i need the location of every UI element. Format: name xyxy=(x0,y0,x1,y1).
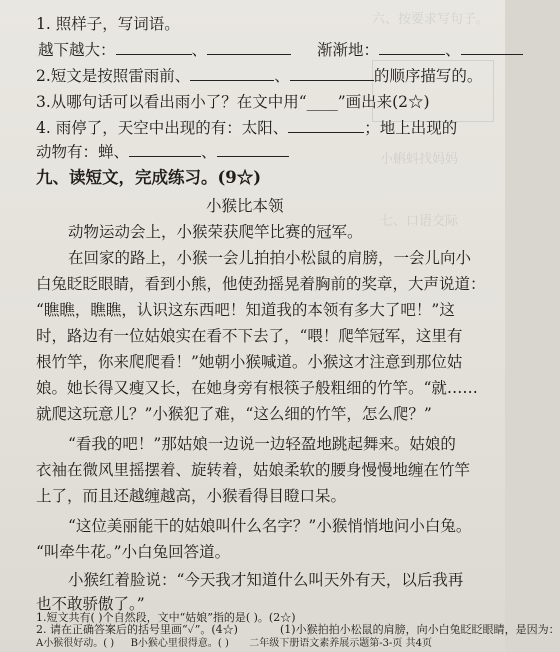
option-b[interactable]: B小猴心里很得意。( ) xyxy=(130,638,229,649)
section-9-sub-question-1: (1)小猴拍拍小松鼠的肩膀，向小白兔眨眨眼睛，是因为： xyxy=(280,623,560,636)
story-line: 也不敢骄傲了。” xyxy=(36,595,145,613)
answer-blank[interactable] xyxy=(461,40,523,55)
question-2: 2.短文是按照雷雨前、 、 的顺序描写的。 xyxy=(36,67,483,85)
story-paragraph: 在回家的路上，小猴一会儿拍拍小松鼠的肩膀，一会儿向小 xyxy=(68,249,472,267)
section-9-heading: 九、读短文，完成练习。(9☆) xyxy=(36,168,262,187)
section-9-question-1: 1.短文共有( )个自然段，文中“姑娘”指的是( )。(2☆) xyxy=(36,611,296,624)
story-line: 衣袖在微风里摇摆着、旋转着，姑娘柔软的腰身慢慢地缠在竹竿 xyxy=(36,461,471,479)
answer-blank[interactable] xyxy=(190,66,274,81)
answer-blank[interactable] xyxy=(129,142,201,157)
story-line: “瞧瞧，瞧瞧，认识这东西吧！知道我的本领有多大了吧！”这 xyxy=(36,301,455,319)
bleed-through-text: 六、按要求写句子。 xyxy=(372,12,490,27)
option-a[interactable]: A小猴很好动。( ) xyxy=(36,638,115,649)
bleed-through-text: 七、口语交际 xyxy=(380,214,459,229)
story-line: 白兔眨眨眼睛，看到小熊，他使劲摇晃着胸前的奖章，大声说道： xyxy=(36,275,486,293)
story-paragraph: “这位美丽能干的姑娘叫什么名字？”小猴悄悄地问小白兔。 xyxy=(68,517,472,535)
story-line: 就爬这玩意儿？”小猴犯了难，“这么细的竹竿，怎么爬？” xyxy=(36,405,432,423)
answer-blank[interactable] xyxy=(290,66,374,81)
story-paragraph: 小猴红着脸说：“今天我才知道什么叫天外有天，以后我再 xyxy=(68,571,464,589)
answer-blank[interactable] xyxy=(379,40,445,55)
story-paragraph: 动物运动会上，小猴荣获爬竿比赛的冠军。 xyxy=(68,223,363,241)
story-line: “叫牵牛花。”小白兔回答道。 xyxy=(36,543,231,561)
question-4-continued: 动物有：蝉、 、 xyxy=(0,142,505,162)
options-and-footer xyxy=(0,638,505,650)
answer-blank[interactable] xyxy=(116,40,192,55)
page-footer: 二年级下册语文素养展示题第-3-页 共4页 xyxy=(249,638,432,649)
section-9-question-2: 2. 请在正确答案后的括号里画“✓”。(4☆) xyxy=(36,623,238,636)
answer-blank[interactable] xyxy=(207,40,291,55)
story-line: 根竹竿，你来爬爬看！”她朝小猴喊道。小猴这才注意到那位姑 xyxy=(36,353,463,371)
answer-blank[interactable] xyxy=(288,118,364,133)
story-line: 时，路边有一位姑娘实在看不下去了，“喂！爬竿冠军，这里有 xyxy=(36,327,463,345)
story-paragraph: “看我的吧！”那姑娘一边说一边轻盈地跳起舞来。姑娘的 xyxy=(68,435,456,453)
answer-blank[interactable] xyxy=(217,142,289,157)
question-1-examples: 越下越大： 、 渐渐地： 、 xyxy=(0,40,505,60)
story-line: 上了，而且还越缠越高，小猴看得目瞪口呆。 xyxy=(36,487,347,505)
bleed-through-text: 小蝌蚪找妈妈 xyxy=(380,152,459,167)
story-title: 小猴比本领 xyxy=(206,197,284,215)
question-3: 3.从哪句话可以看出雨小了？在文中用“____”画出来(2☆) xyxy=(36,93,430,111)
question-1-label: 1. 照样子，写词语。 xyxy=(36,15,180,33)
story-line: 娘。她长得又瘦又长，在她身旁有根筷子般粗细的竹竿。“就…… xyxy=(36,379,478,397)
question-4: 4. 雨停了，天空中出现的有：太阳、 ；地上出现的 xyxy=(36,119,458,137)
